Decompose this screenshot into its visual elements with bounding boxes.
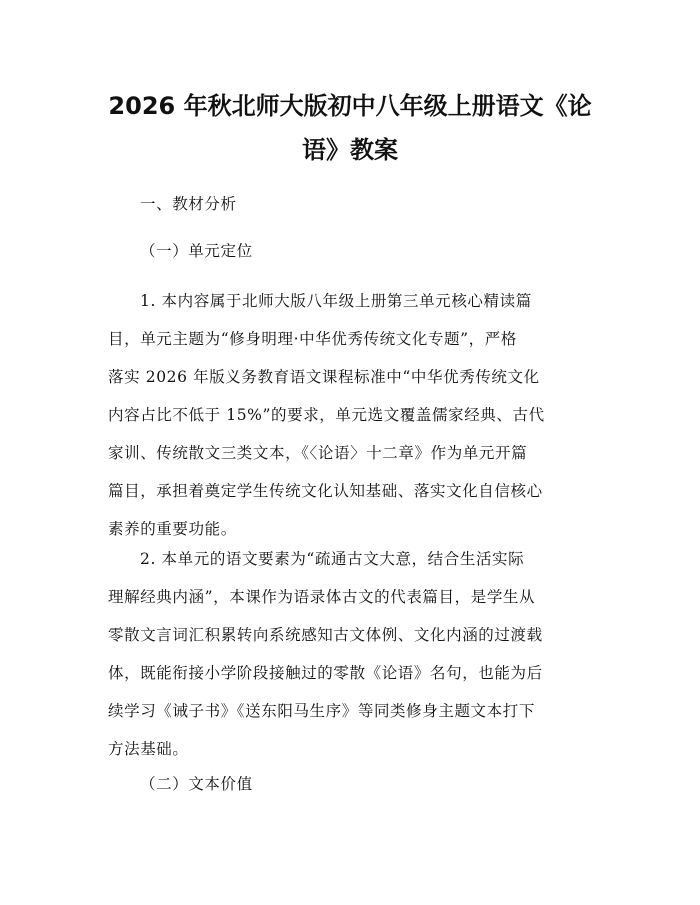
paragraph-2-line: 体，既能衔接小学阶段接触过的零散《论语》名句，也能为后 <box>108 664 543 682</box>
paragraph-1-line: 1. 本内容属于北师大版八年级上册第三单元核心精读篇 <box>140 292 532 310</box>
paragraph-1-line: 目，单元主题为“修身明理·中华优秀传统文化专题”，严格 <box>108 330 517 348</box>
paragraph-1-line: 篇目，承担着奠定学生传统文化认知基础、落实文化自信核心 <box>108 482 543 500</box>
subsection-heading-text-value: （二）文本价值 <box>140 775 253 793</box>
paragraph-1 <box>108 282 600 548</box>
subsection-heading-unit-positioning: （一）单元定位 <box>140 242 253 260</box>
paragraph-1-line: 家训、传统散文三类文本，《〈论语〉十二章》作为单元开篇 <box>108 444 528 462</box>
paragraph-2-line: 2. 本单元的语文要素为“疏通古文大意，结合生活实际 <box>140 550 525 568</box>
paragraph-2 <box>108 540 600 768</box>
title-line-1: 2026 年秋北师大版初中八年级上册语文《论 <box>108 92 592 120</box>
document-title <box>100 84 600 172</box>
paragraph-2-line: 理解经典内涵”，本课作为语录体古文的代表篇目，是学生从 <box>108 588 536 606</box>
title-line-2: 语》教案 <box>302 136 398 164</box>
paragraph-1-line: 素养的重要功能。 <box>108 520 237 538</box>
section-heading-teaching-material-analysis: 一、教材分析 <box>140 195 237 213</box>
paragraph-1-line: 内容占比不低于 15%”的要求，单元选文覆盖儒家经典、古代 <box>108 406 545 424</box>
paragraph-1-line: 落实 2026 年版义务教育语文课程标准中“中华优秀传统文化 <box>108 368 540 386</box>
paragraph-2-line: 方法基础。 <box>108 740 189 758</box>
paragraph-2-line: 续学习《诫子书》《送东阳马生序》等同类修身主题文本打下 <box>108 702 535 720</box>
paragraph-2-line: 零散文言词汇积累转向系统感知古文体例、文化内涵的过渡载 <box>108 626 543 644</box>
